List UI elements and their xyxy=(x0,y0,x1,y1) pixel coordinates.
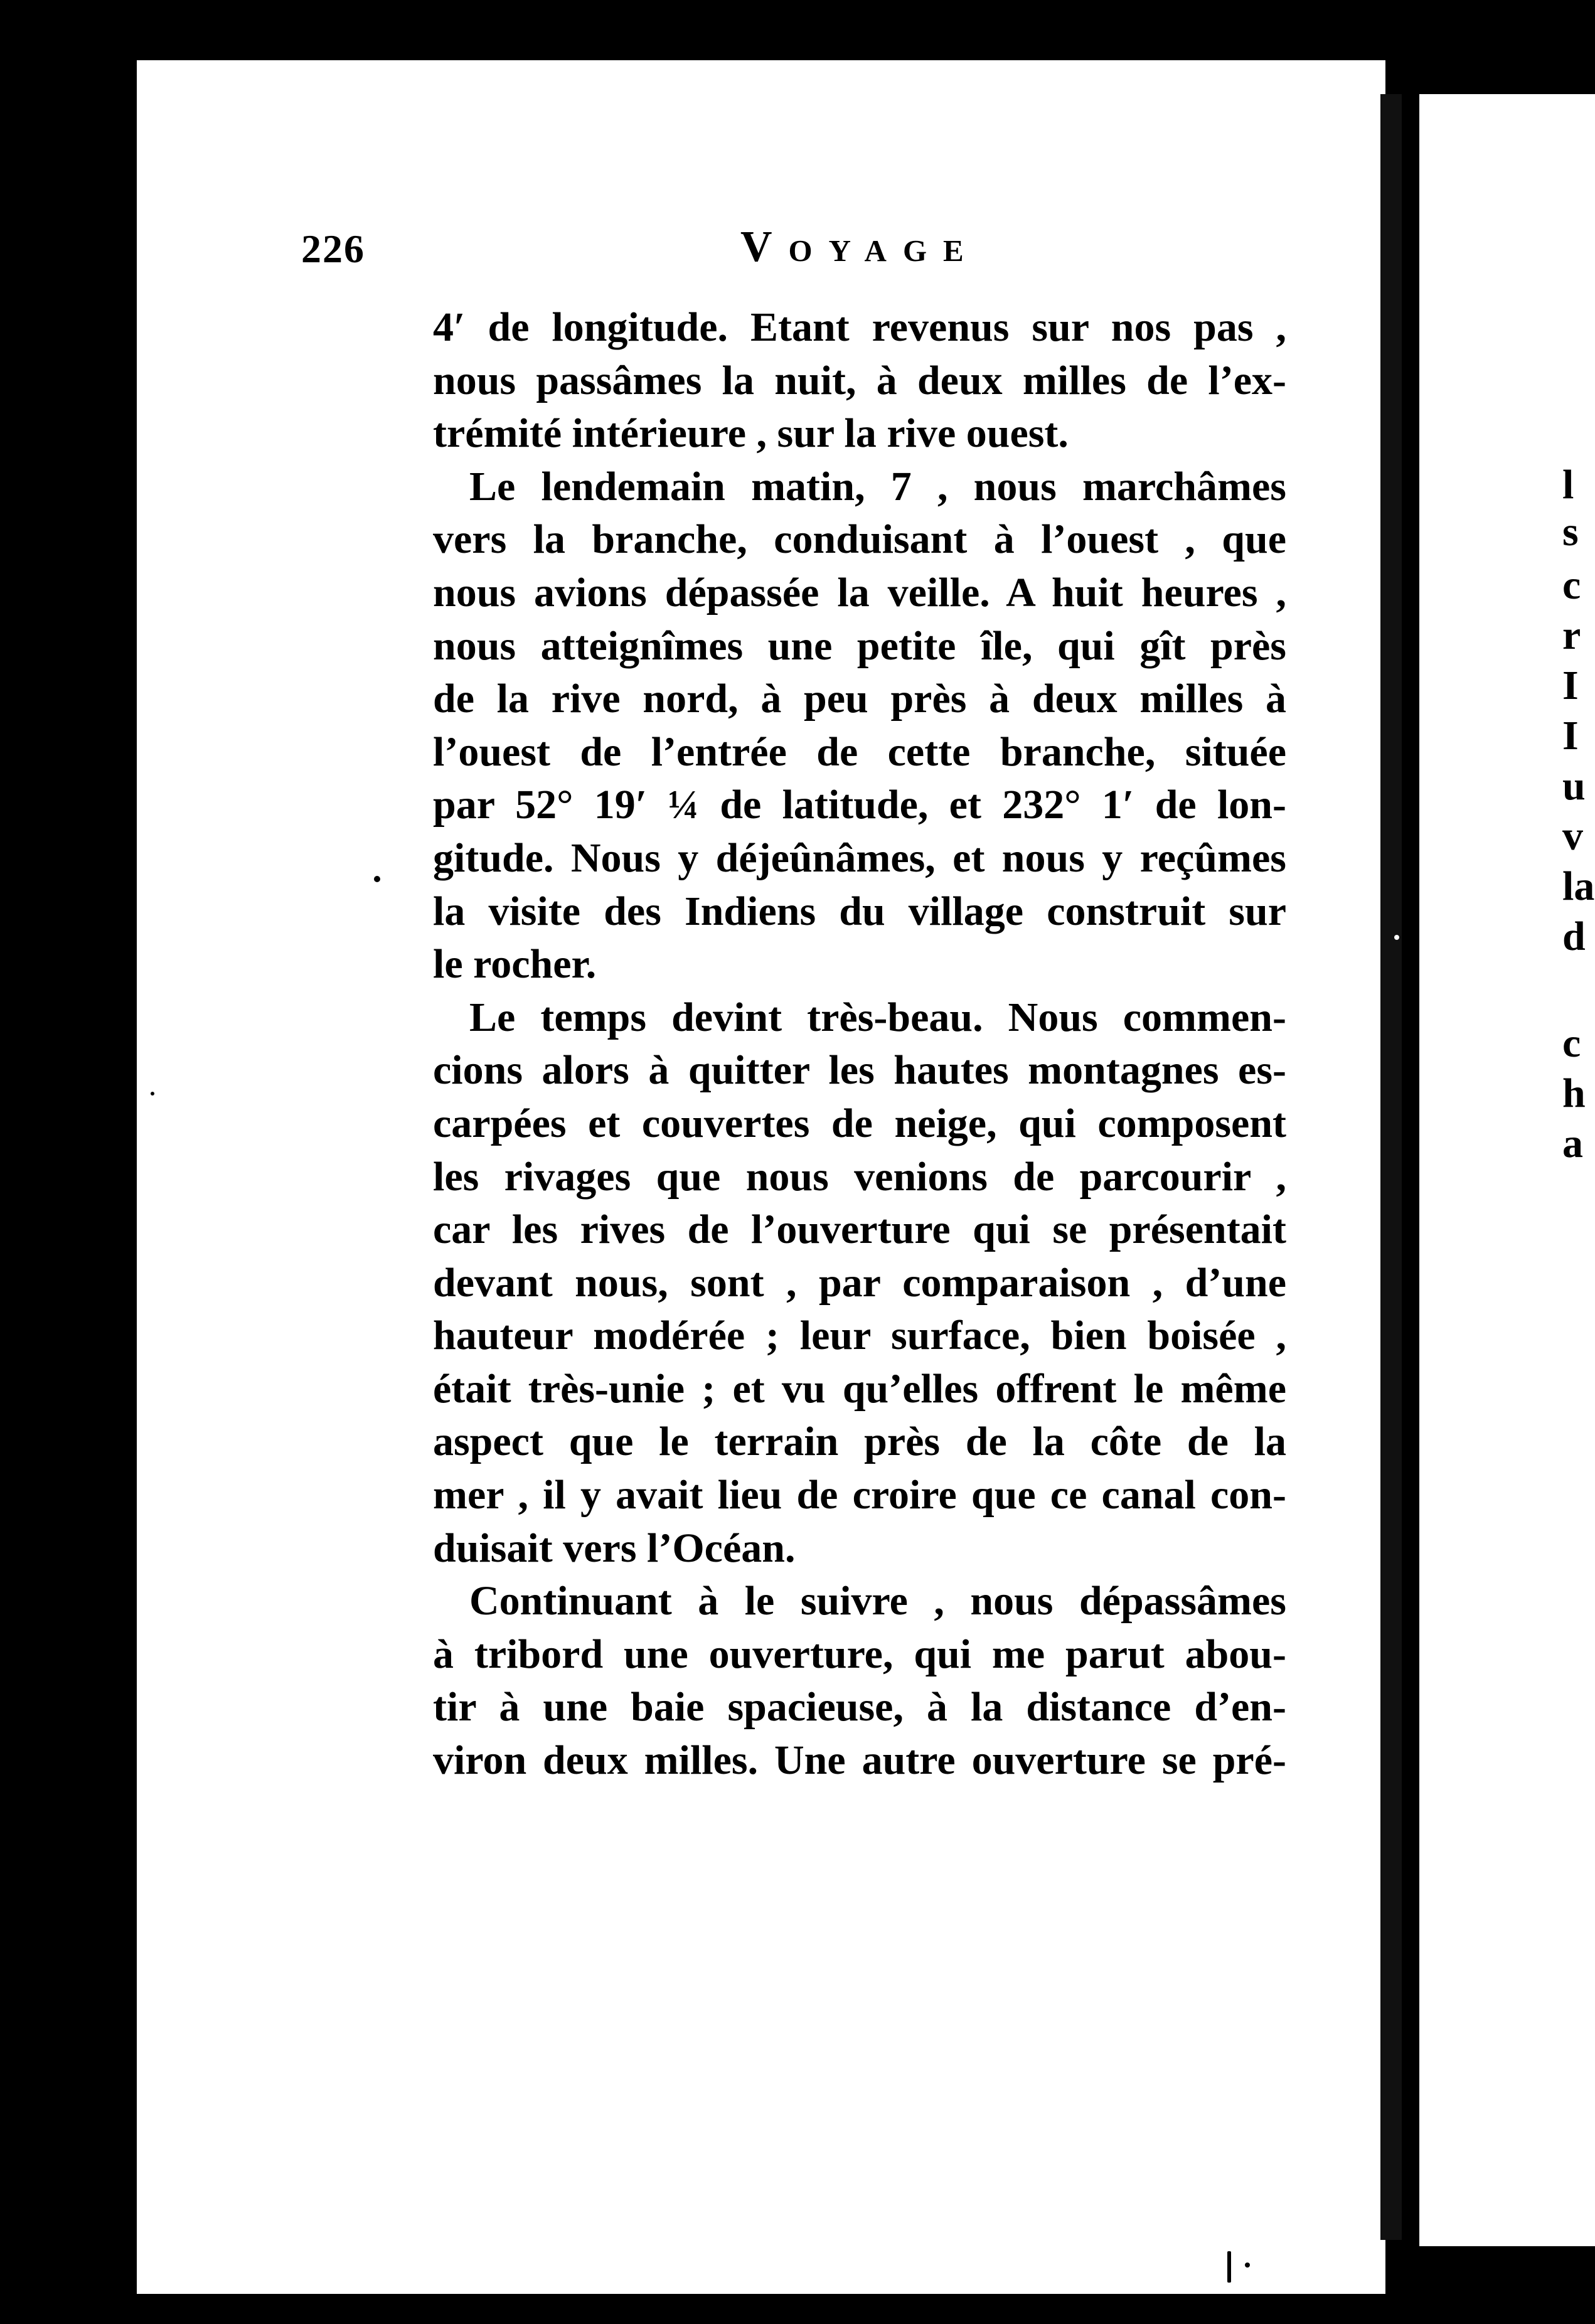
paragraph-start-line: Le temps devint très-beau. Nous commen- xyxy=(469,994,1286,1040)
facing-page-fragment: c xyxy=(1562,562,1581,608)
text-line: vers la branche, conduisant à l’ouest , que xyxy=(433,516,1286,563)
facing-page-fragment: la xyxy=(1562,863,1595,909)
page-gutter xyxy=(1380,94,1402,2240)
facing-page-fragment: I xyxy=(1562,713,1579,759)
page-number: 226 xyxy=(301,227,365,271)
text-line: trémité intérieure , sur la rive ouest. xyxy=(433,410,1069,457)
facing-page-fragment: h xyxy=(1562,1070,1586,1116)
text-line: tir à une baie spacieuse, à la distance d’en- xyxy=(433,1684,1286,1730)
text-line: carpées et couvertes de neige, qui composent xyxy=(433,1100,1286,1146)
text-line: aspect que le terrain près de la côte de la xyxy=(433,1419,1286,1465)
text-line: nous avions dépassée la veille. A huit heures , xyxy=(433,569,1286,616)
text-line: gitude. Nous y déjeûnâmes, et nous y reçûmes xyxy=(433,834,1286,881)
facing-page-fragment: u xyxy=(1562,763,1586,809)
facing-page-fragment: s xyxy=(1562,509,1579,555)
text-line: l’ouest de l’entrée de cette branche, située xyxy=(433,728,1286,775)
scan-speck xyxy=(1394,935,1399,940)
scan-speck xyxy=(374,876,380,882)
running-title: Voyage xyxy=(740,223,980,271)
text-line: la visite des Indiens du village construit sur xyxy=(433,888,1286,934)
facing-page-fragment: d xyxy=(1562,914,1586,959)
facing-page-fragment: c xyxy=(1562,1020,1581,1066)
text-line: nous passâmes la nuit, à deux milles de l’ex- xyxy=(433,357,1286,403)
text-line: devant nous, sont , par comparaison , d’une xyxy=(433,1259,1286,1306)
running-head xyxy=(301,223,991,282)
text-line: de la rive nord, à peu près à deux milles à xyxy=(433,676,1286,722)
facing-page-fragment: v xyxy=(1562,813,1583,859)
text-line: par 52° 19′ ¼ de latitude, et 232° 1′ de lon- xyxy=(433,782,1286,828)
text-line: nous atteignîmes une petite île, qui gît près xyxy=(433,622,1286,669)
text-line: 4′ de longitude. Etant revenus sur nos pas , xyxy=(433,304,1286,350)
text-line: mer , il y avait lieu de croire que ce canal con- xyxy=(433,1472,1286,1518)
paragraph-start-line: Continuant à le suivre , nous dépassâmes xyxy=(469,1578,1286,1624)
body-text xyxy=(433,301,1286,1788)
scan-speck xyxy=(151,1092,154,1095)
text-line: était très-unie ; et vu qu’elles offrent le même xyxy=(433,1365,1286,1412)
text-line: viron deux milles. Une autre ouverture se pré- xyxy=(433,1737,1286,1784)
text-line: hauteur modérée ; leur surface, bien boisée , xyxy=(433,1313,1286,1359)
text-line: car les rives de l’ouverture qui se présentait xyxy=(433,1207,1286,1253)
scan-speck xyxy=(1227,2251,1231,2283)
paragraph-start-line: Le lendemain matin, 7 , nous marchâmes xyxy=(469,463,1286,509)
facing-page-fragment: l xyxy=(1562,462,1574,508)
text-line: à tribord une ouverture, qui me parut abou- xyxy=(433,1631,1286,1677)
facing-page-edge xyxy=(1419,94,1595,2246)
text-line: duisait vers l’Océan. xyxy=(433,1525,796,1571)
text-line: cions alors à quitter les hautes montagnes es- xyxy=(433,1047,1286,1094)
facing-page-fragment: r xyxy=(1562,612,1581,658)
facing-page-fragment: I xyxy=(1562,663,1579,708)
facing-page-fragment: a xyxy=(1562,1121,1583,1166)
text-line: les rivages que nous venions de parcourir , xyxy=(433,1153,1286,1200)
scan-speck xyxy=(1245,2263,1250,2268)
text-line: le rocher. xyxy=(433,941,597,988)
